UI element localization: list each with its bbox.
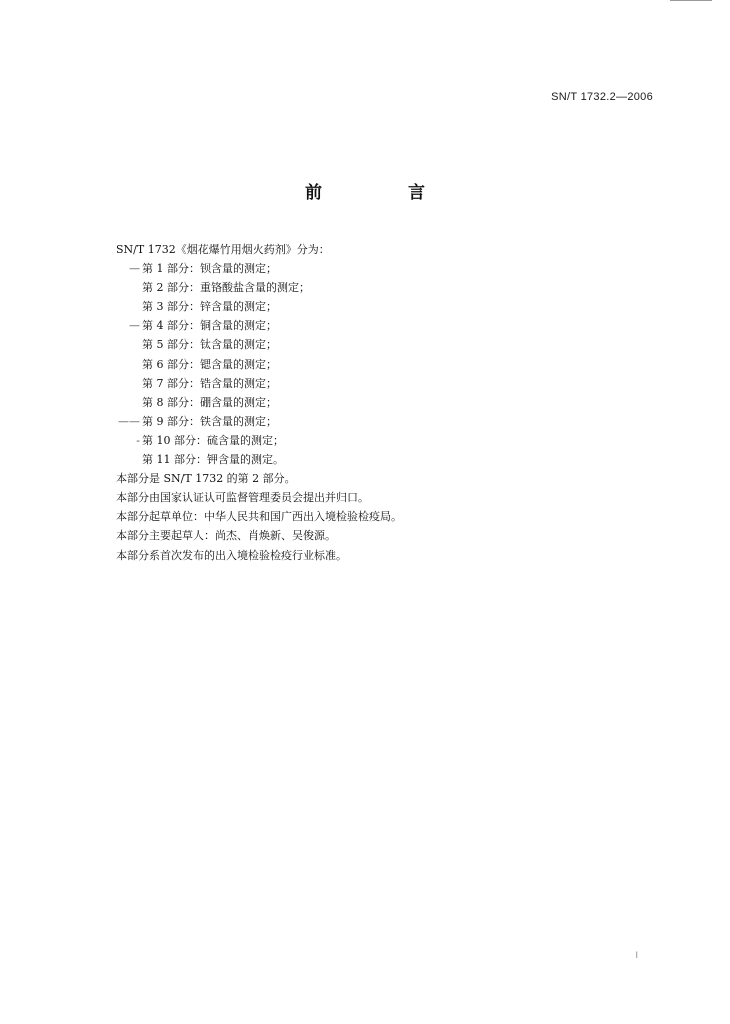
intro-line: SN/T 1732《烟花爆竹用烟火药剂》分为： [116, 243, 330, 256]
list-item-text: 第 8 部分：硼含量的测定； [142, 395, 277, 409]
list-item-text: 第 10 部分：硫含量的测定； [142, 433, 284, 447]
paragraph: 本部分起草单位：中华人民共和国广西出入境检验检疫局。 [116, 510, 402, 524]
standard-code: SN/T 1732.2—2006 [551, 91, 653, 103]
list-item [116, 355, 636, 374]
list-item [116, 316, 636, 335]
list-dash: — [129, 262, 140, 276]
corner-scan-mark [670, 0, 712, 1]
list-item-text: 第 4 部分：铜含量的测定； [142, 319, 277, 333]
foreword-body [116, 240, 636, 565]
list-dash: —— [118, 414, 140, 428]
page-title: 前 言 [305, 183, 465, 203]
list-item [116, 431, 636, 450]
list-dash: — [129, 319, 140, 333]
list-item-text: 第 2 部分：重铬酸盐含量的测定； [142, 281, 310, 295]
paragraph: 本部分由国家认证认可监督管理委员会提出并归口。 [116, 491, 369, 505]
list-item-text: 第 6 部分：锶含量的测定； [142, 357, 277, 371]
paragraph: 本部分系首次发布的出入境检验检疫行业标准。 [116, 548, 347, 562]
list-item-text: 第 3 部分：锌含量的测定； [142, 300, 277, 314]
list-item [116, 412, 636, 431]
paragraph: 本部分主要起草人：尚杰、肖焕新、吴俊源。 [116, 529, 336, 543]
list-item [116, 374, 636, 393]
list-item [116, 393, 636, 412]
list-dash: - [136, 433, 140, 447]
parts-list [116, 259, 636, 469]
list-item [116, 450, 636, 469]
list-item [116, 335, 636, 354]
paragraph: 本部分是 SN/T 1732 的第 2 部分。 [116, 472, 296, 486]
list-item-text: 第 1 部分：钡含量的测定； [142, 262, 277, 276]
list-item-text: 第 9 部分：铁含量的测定； [142, 414, 277, 428]
page-number: I [635, 950, 638, 960]
list-item [116, 259, 636, 278]
foreword-paragraphs [116, 469, 636, 564]
list-item-text: 第 5 部分：钛含量的测定； [142, 338, 277, 352]
list-item [116, 278, 636, 297]
list-item [116, 297, 636, 316]
list-item-text: 第 7 部分：锆含量的测定； [142, 376, 277, 390]
list-item-text: 第 11 部分：钾含量的测定。 [142, 453, 284, 467]
